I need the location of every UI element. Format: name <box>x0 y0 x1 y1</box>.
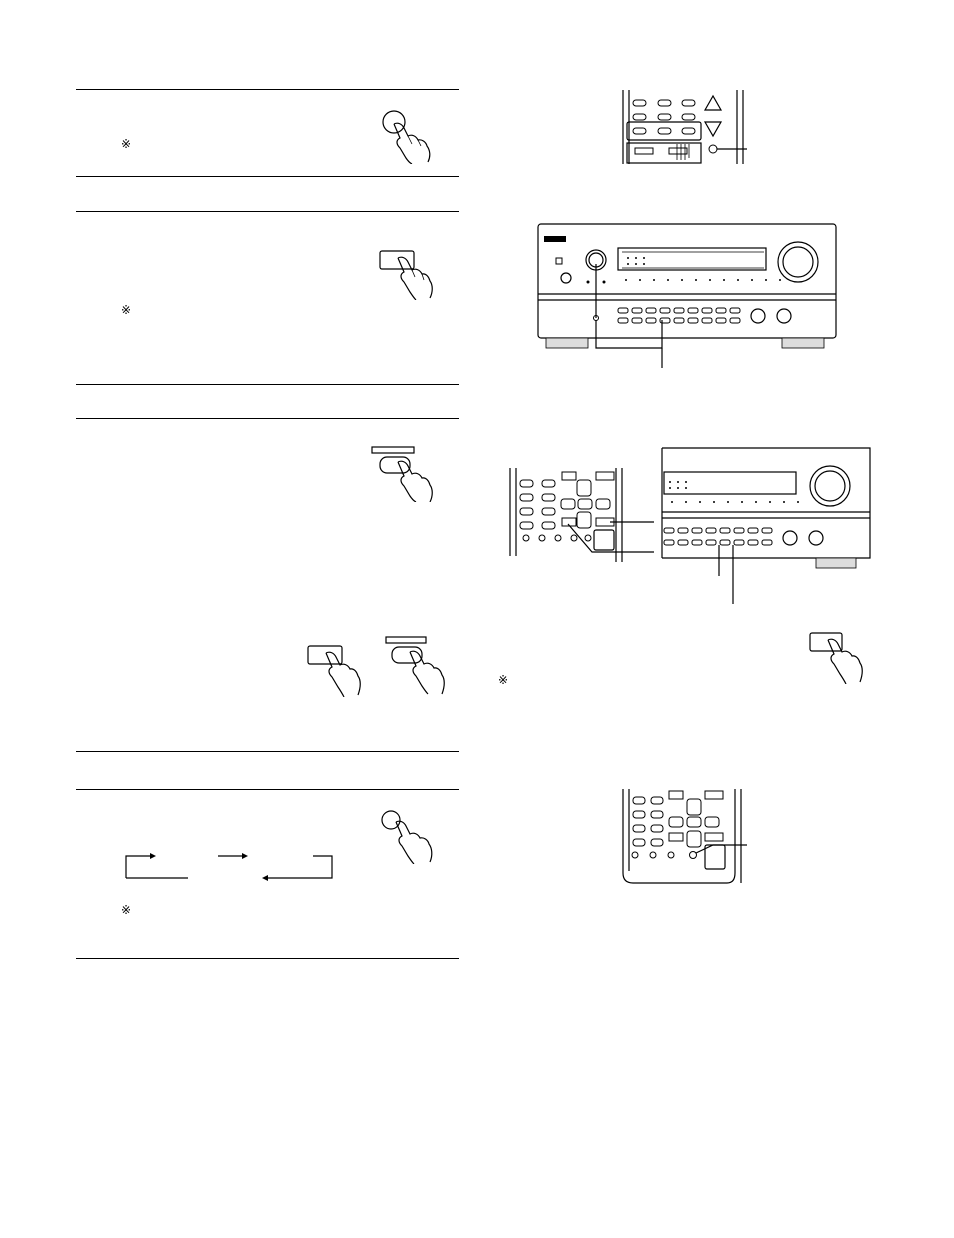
remote-control-top-illustration <box>615 88 765 168</box>
hand-press-rect-button-icon <box>378 250 438 300</box>
section-rule-4-top <box>76 789 459 790</box>
hand-press-labeled-button-icon-2 <box>384 636 454 696</box>
section-rule-2-bottom <box>76 384 459 385</box>
section-rule-4-bottom <box>76 958 459 959</box>
remote-control-bottom-illustration <box>615 787 765 887</box>
note-symbol-4: ※ <box>498 673 509 687</box>
receiver-front-panel-illustration <box>536 222 840 370</box>
section-rule-1-bottom <box>76 176 459 177</box>
hand-press-round-button-icon <box>378 108 438 164</box>
note-symbol-2: ※ <box>121 303 132 317</box>
hand-press-round-button-icon-2 <box>378 808 440 864</box>
note-symbol-3: ※ <box>121 903 132 917</box>
hand-press-rect-button-icon-3 <box>808 632 868 684</box>
section-rule-2-top <box>76 211 459 212</box>
receiver-partial-panel-illustration <box>660 446 872 606</box>
hand-press-labeled-button-icon-1 <box>370 446 440 502</box>
section-rule-3-top <box>76 418 459 419</box>
remote-control-middle-illustration <box>506 466 656 566</box>
section-rule-3-bottom <box>76 751 459 752</box>
note-symbol-1: ※ <box>121 137 132 151</box>
cycle-flow-diagram <box>120 850 340 884</box>
section-rule-1-top <box>76 89 459 90</box>
hand-press-rect-button-icon-2 <box>306 645 366 697</box>
